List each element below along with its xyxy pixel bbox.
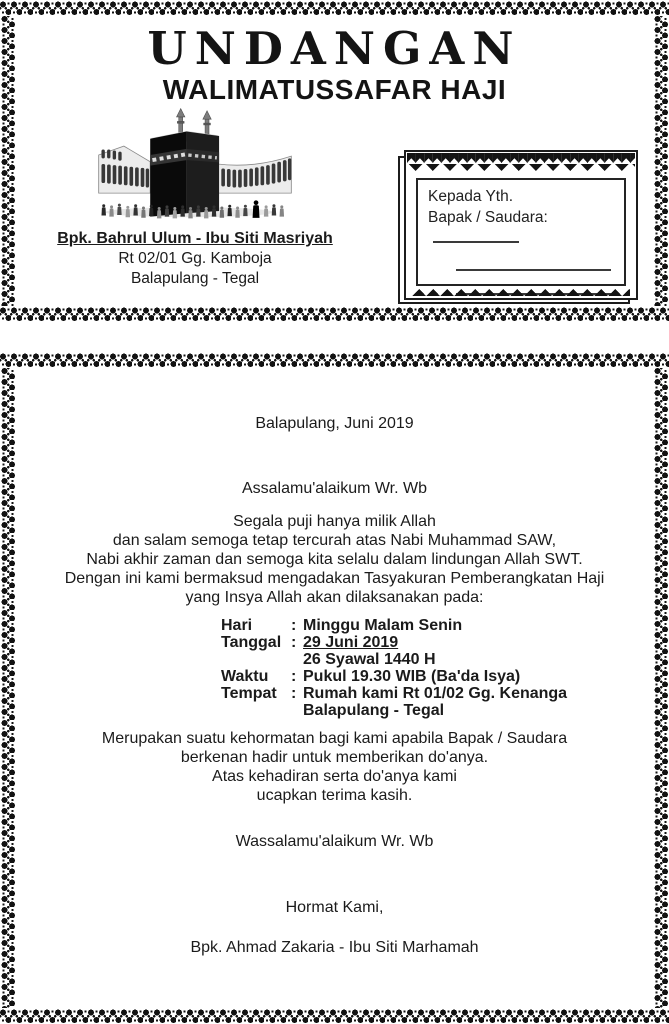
detail-label: Hari — [221, 617, 253, 634]
detail-value: 29 Juni 2019 — [303, 634, 399, 651]
detail-colon: : — [291, 685, 297, 702]
invitation-cover-panel — [0, 0, 669, 322]
detail-label: Tanggal — [221, 634, 282, 651]
letter-dateline: Balapulang, Juni 2019 — [255, 415, 414, 432]
page-title: UNDANGAN — [147, 22, 522, 75]
dotted-border-bottom — [0, 1008, 669, 1024]
write-in-line-2 — [456, 268, 611, 271]
recipient-salutation: Kepada Yth. — [428, 188, 514, 205]
opening-line: Segala puji hanya milik Allah — [233, 513, 436, 530]
detail-value: Pukul 19.30 WIB (Ba'da Isya) — [303, 668, 521, 685]
detail-colon: : — [291, 617, 297, 634]
detail-value: Minggu Malam Senin — [303, 617, 463, 634]
signoff-names: Bpk. Ahmad Zakaria - Ibu Siti Marhamah — [190, 939, 479, 956]
opening-line: Nabi akhir zaman dan semoga kita selalu dalam lindungan Allah SWT. — [86, 551, 583, 568]
host-name: Bpk. Bahrul Ulum - Ibu Siti Masriyah — [57, 230, 333, 247]
detail-row-tanggal-hijri — [221, 651, 669, 668]
closing-greeting: Wassalamu'alaikum Wr. Wb — [235, 833, 434, 850]
detail-value: Balapulang - Tegal — [303, 702, 445, 719]
event-details — [221, 617, 669, 719]
lace-border-bottom — [412, 289, 630, 296]
opening-line: Dengan ini kami bermaksud mengadakan Tasyakuran Pemberangkatan Haji — [64, 570, 605, 587]
detail-row-tanggal — [221, 634, 669, 651]
detail-row-waktu — [221, 668, 669, 685]
lace-border-top — [407, 153, 635, 163]
host-address-line-1: Rt 02/01 Gg. Kamboja — [118, 250, 272, 267]
recipient-card-frame — [404, 150, 638, 300]
host-block — [50, 108, 340, 288]
detail-row-hari — [221, 617, 669, 634]
opening-line: yang Insya Allah akan dilaksanakan pada: — [185, 589, 484, 606]
detail-label: Waktu — [221, 668, 269, 685]
dotted-border-top — [0, 0, 669, 16]
dotted-border-bottom — [0, 306, 669, 322]
host-address-line-2: Balapulang - Tegal — [130, 270, 260, 287]
detail-value: 26 Syawal 1440 H — [303, 651, 436, 668]
detail-colon: : — [291, 634, 297, 651]
opening-paragraph — [0, 512, 669, 607]
invitation-letter-panel — [0, 352, 669, 1024]
opening-line: dan salam semoga tetap tercurah atas Nabi Muhammad SAW, — [112, 532, 557, 549]
lace-border-drops — [407, 164, 635, 171]
detail-value: Rumah kami Rt 01/02 Gg. Kenanga — [303, 685, 568, 702]
closing-paragraph — [0, 729, 669, 805]
detail-row-tempat-2 — [221, 702, 669, 719]
signoff-label: Hormat Kami, — [285, 899, 384, 916]
closing-line: berkenan hadir untuk memberikan do'anya. — [180, 749, 489, 766]
recipient-fields — [416, 178, 626, 286]
page-subtitle: WALIMATUSSAFAR HAJI — [162, 74, 507, 105]
addressee-label: Bapak / Saudara: — [428, 208, 548, 226]
write-in-line-1 — [433, 229, 519, 243]
closing-line: ucapkan terima kasih. — [256, 787, 413, 804]
detail-label: Tempat — [221, 685, 277, 702]
closing-line: Atas kehadiran serta do'anya kami — [212, 768, 457, 785]
detail-row-tempat — [221, 685, 669, 702]
detail-colon: : — [291, 668, 297, 685]
addressee-row — [428, 208, 615, 250]
closing-line: Merupakan suatu kehormatan bagi kami apabila Bapak / Saudara — [101, 730, 568, 747]
kaaba-illustration — [50, 108, 340, 220]
recipient-card — [404, 150, 638, 300]
opening-greeting: Assalamu'alaikum Wr. Wb — [241, 480, 428, 497]
